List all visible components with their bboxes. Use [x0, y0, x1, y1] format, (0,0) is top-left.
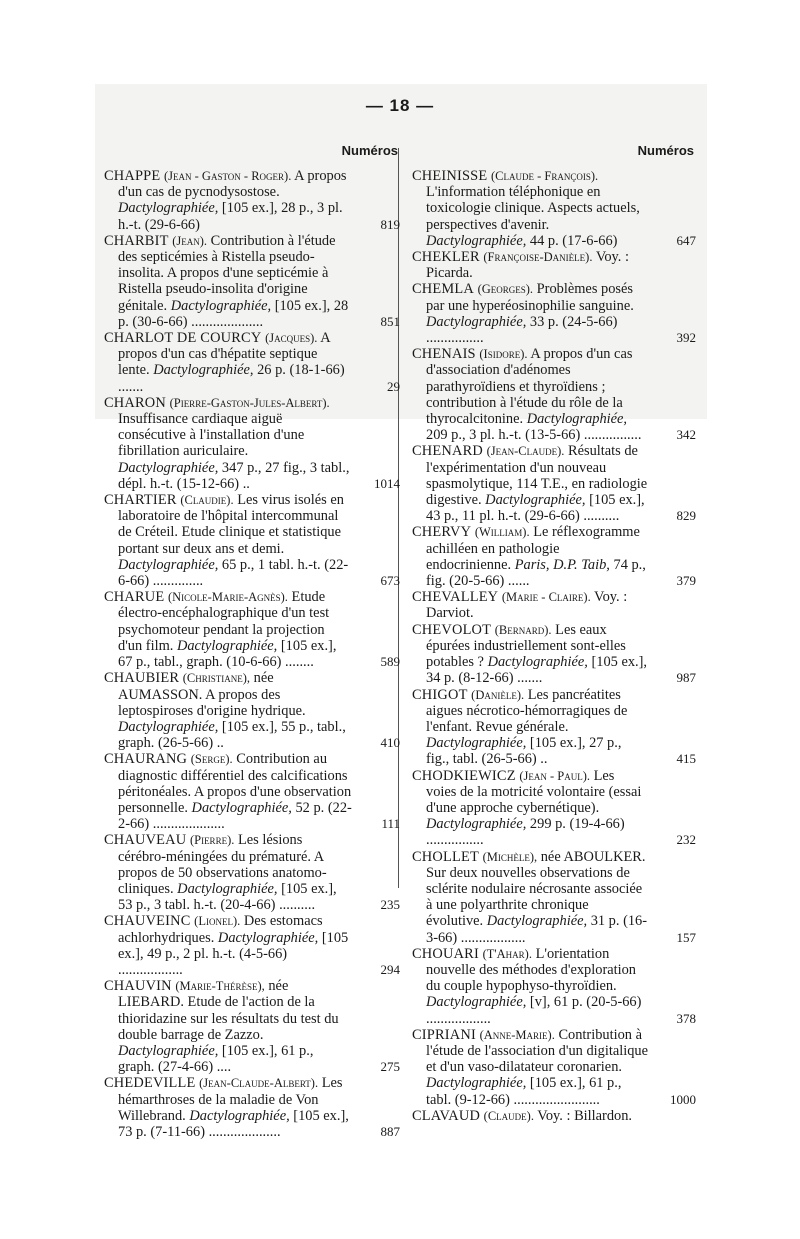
left-column-header: Numéros: [341, 143, 398, 158]
author-surname: CHEKLER: [412, 249, 480, 266]
entry-title: née LIEBARD. Etude de l'action de la thioridazine sur les résultats du test du double barrage de Zazzo.: [118, 978, 339, 1043]
entry-number: 887: [380, 1123, 400, 1139]
entry-number: 342: [676, 427, 696, 443]
entry-details: [105 ex.], 28 p., 3 pl. h.-t. (29-6-66): [118, 200, 343, 233]
bibliography-entry: [412, 768, 696, 849]
entry-details: [105 ex.], 49 p., 2 pl. h.-t. (4-5-66) ..................: [118, 929, 349, 978]
author-given-names: (William).: [474, 525, 530, 540]
author-given-names: (Claude).: [483, 1108, 534, 1123]
author-given-names: (Pierre-Gaston-Jules-Albert).: [169, 395, 330, 410]
entry-title: Les voies de la motricité volontaire (essai d'une approche cybernétique).: [426, 767, 642, 816]
author-surname: CHODKIEWICZ: [412, 767, 516, 784]
author-given-names: (T'Ahar).: [482, 946, 532, 961]
entry-number: 673: [380, 573, 400, 589]
entry-number: 294: [380, 961, 400, 977]
author-surname: CHEMLA: [412, 281, 474, 298]
bibliography-entry: [104, 1075, 400, 1140]
author-given-names: (Jean - Gaston - Roger).: [164, 169, 292, 183]
author-surname: CHENAIS: [412, 346, 476, 363]
entry-title: Voy. : Billardon.: [537, 1107, 633, 1124]
entry-title: née AUMASSON. A propos des leptospiroses d'origine hydrique.: [118, 670, 306, 719]
right-entry-list: [412, 168, 696, 1124]
entry-number: 647: [676, 232, 696, 248]
bibliography-entry: [412, 1027, 696, 1108]
publication-type: Dactylographiée,: [118, 718, 219, 735]
bibliography-entry: [104, 168, 400, 233]
left-column: [104, 143, 400, 1140]
author-surname: CHOLLET: [412, 848, 479, 865]
entry-details: [105 ex.], 28 p. (30-6-66) ....................: [118, 297, 349, 330]
bibliography-entry: [412, 622, 696, 687]
publication-type: Dactylographiée,: [426, 232, 527, 249]
author-surname: CHENARD: [412, 443, 483, 460]
bibliography-entry: [104, 395, 400, 492]
entry-details: 26 p. (18-1-66) .......: [118, 362, 345, 395]
bibliography-entry: [104, 751, 400, 832]
author-given-names: (Danièle).: [471, 687, 525, 702]
entry-details: [105 ex.], 27 p., fig., tabl. (26-5-66) ..: [426, 735, 622, 768]
author-surname: CLAVAUD: [412, 1107, 481, 1124]
entry-number: 851: [380, 313, 400, 329]
entry-details: [105 ex.], 61 p., graph. (27-4-66) ....: [118, 1042, 314, 1076]
publication-type: Paris, D.P. Taib,: [514, 556, 610, 573]
bibliography-entry: [412, 524, 696, 589]
author-given-names: (Christiane),: [182, 671, 251, 686]
author-surname: CHEVOLOT: [412, 621, 492, 638]
author-surname: CHERVY: [412, 524, 472, 541]
author-given-names: (Lionel).: [194, 914, 241, 929]
entry-number: 415: [676, 751, 696, 767]
entry-number: 819: [380, 216, 400, 232]
left-entry-list: [104, 168, 400, 1140]
bibliography-entry: [412, 849, 696, 946]
entry-number: 111: [381, 816, 400, 832]
entry-title: Les virus isolés en laboratoire de l'hôpital intercommunal de Créteil. Etude clinique et statistique portant sur deux ans et demi.: [118, 492, 344, 557]
publication-type: Dactylographiée,: [118, 200, 219, 217]
author-given-names: (Jean - Paul).: [519, 768, 591, 783]
publication-type: Dactylographiée,: [426, 313, 527, 330]
publication-type: Dactylographiée,: [176, 637, 278, 654]
author-surname: CHARUE: [104, 589, 165, 606]
author-surname: CHAUVIN: [104, 978, 172, 995]
publication-type: Dactylographiée,: [153, 362, 254, 379]
entry-number: 275: [380, 1059, 400, 1075]
author-given-names: (Marie - Claire).: [501, 590, 591, 605]
author-given-names: (Michèle),: [482, 849, 538, 864]
entry-details: [v], 61 p. (20-5-66) ..................: [426, 994, 642, 1027]
author-given-names: (Bernard).: [494, 622, 552, 637]
bibliography-entry: [412, 346, 696, 443]
publication-type: Dactylographiée,: [487, 654, 588, 671]
right-column-header: Numéros: [637, 143, 694, 158]
entry-details: 65 p., 1 tabl. h.-t. (22-6-66) ..............: [118, 556, 349, 590]
entry-number: 589: [380, 654, 400, 670]
author-given-names: (Georges).: [477, 282, 534, 297]
entry-number: 29: [387, 378, 400, 394]
bibliography-entry: [412, 249, 696, 281]
entry-title: Contribution au diagnostic différentiel des calcifications péritonéales. A propos d'une observation personnelle.: [118, 751, 352, 816]
bibliography-entry: [412, 1108, 696, 1124]
entry-details: [105 ex.], 67 p., tabl., graph. (10-6-66) ........: [118, 637, 337, 671]
bibliography-entry: [104, 832, 400, 913]
author-given-names: (Jacques).: [265, 331, 318, 346]
entry-details: [105 ex.], 61 p., tabl. (9-12-66) ........................: [426, 1075, 622, 1108]
author-surname: CHAPPE: [104, 168, 161, 184]
entry-number: 829: [676, 508, 696, 524]
author-given-names: (Marie-Thérèse),: [175, 979, 265, 994]
entry-details: [105 ex.], 34 p. (8-12-66) .......: [426, 654, 648, 687]
entry-title: L'orientation nouvelle des méthodes d'exploration du couple hypophyso-thyroïdien.: [426, 945, 637, 995]
bibliography-entry: [104, 978, 400, 1075]
entry-title: Etude électro-encéphalographique d'un test psychomoteur pendant la projection d'un film.: [118, 589, 330, 654]
entry-number: 232: [676, 832, 696, 848]
entry-details: [105 ex.], 55 p., tabl., graph. (26-5-66) ..: [118, 718, 346, 752]
publication-type: Dactylographiée,: [426, 735, 527, 752]
author-surname: CHAUBIER: [104, 670, 180, 687]
author-given-names: (Claude - François).: [490, 169, 599, 183]
entry-details: 33 p. (24-5-66) ................: [426, 313, 618, 347]
entry-number: 392: [676, 330, 696, 346]
entry-title: Le réflexogramme achilléen en pathologie endocrinienne.: [426, 524, 640, 573]
entry-number: 987: [676, 670, 696, 686]
bibliography-entry: [104, 670, 400, 751]
publication-type: Dactylographiée,: [170, 297, 272, 314]
author-given-names: (Nicole-Marie-Agnès).: [167, 590, 288, 605]
publication-type: Dactylographiée,: [189, 1107, 290, 1124]
entry-details: [105 ex.], 73 p. (7-11-66) ....................: [118, 1107, 349, 1140]
page-number: — 18 —: [365, 96, 435, 115]
right-column: [412, 143, 696, 1124]
entry-details: 52 p. (22-2-66) ....................: [118, 799, 352, 833]
bibliography-entry: [412, 443, 696, 524]
entry-number: 378: [676, 1010, 696, 1026]
publication-type: Dactylographiée,: [118, 556, 219, 573]
entry-title: née ABOULKER. Sur deux nouvelles observations de sclérite nodulaire nécrosante associée à une polyarthrite chronique évolutive.: [426, 848, 646, 930]
author-surname: CIPRIANI: [412, 1026, 476, 1043]
entry-title: Les pancréatites aigues nécrotico-hémorragiques de l'enfant. Revue générale.: [426, 686, 628, 735]
publication-type: Dactylographiée,: [118, 459, 219, 476]
entry-number: 1014: [374, 475, 400, 491]
entry-title: Les hémarthroses de la maladie de Von Willebrand.: [118, 1075, 343, 1124]
author-given-names: (Serge).: [190, 752, 233, 767]
publication-type: Dactylographiée,: [426, 816, 527, 833]
entry-title: Résultats de l'expérimentation d'un nouveau spasmolytique, 114 T.E., en radiologie digestive.: [426, 443, 648, 509]
bibliography-entry: [412, 281, 696, 346]
bibliography-entry: [104, 233, 400, 330]
entry-title: Les eaux épurées industriellement sont-elles potables ?: [426, 621, 626, 671]
author-given-names: (Isidore).: [479, 347, 528, 362]
bibliography-entry: [104, 492, 400, 589]
author-surname: CHEDEVILLE: [104, 1075, 196, 1092]
bibliography-entry: [104, 330, 400, 395]
author-given-names: (Jean-Claude).: [486, 444, 565, 459]
entry-details: 299 p. (19-4-66) ................: [426, 816, 625, 849]
bibliography-entry: [412, 687, 696, 768]
entry-details: 209 p., 3 pl. h.-t. (13-5-66) ................: [426, 427, 642, 444]
entry-details: 31 p. (16-3-66) ..................: [426, 913, 648, 946]
entry-details: [105 ex.], 53 p., 3 tabl. h.-t. (20-4-66) ..........: [118, 880, 337, 914]
publication-type: Dactylographiée,: [177, 880, 278, 897]
entry-title: Contribution à l'étude des septicémies à Ristella pseudo-insolita. A propos d'une septicémie à Ristella pseudo-insolita d'origine génitale.: [118, 232, 336, 314]
publication-type: Dactylographiée,: [486, 913, 588, 930]
publication-type: Dactylographiée,: [485, 492, 586, 509]
publication-type: Dactylographiée,: [426, 1075, 527, 1092]
entry-title: Problèmes posés par une hyperéosinophilie sanguine.: [426, 281, 634, 314]
author-given-names: (Anne-Marie).: [479, 1027, 555, 1042]
entry-number: 235: [380, 897, 400, 913]
entry-title: A propos d'un cas de pycnodysostose.: [118, 168, 347, 201]
entry-number: 410: [380, 735, 400, 751]
publication-type: Dactylographiée,: [526, 411, 628, 428]
entry-details: 74 p., fig. (20-5-66) ......: [426, 556, 646, 590]
publication-type: Dactylographiée,: [191, 799, 292, 816]
entry-title: Les lésions cérébro-méningées du prématuré. A propos de 50 observations anatomo-cliniques.: [118, 832, 327, 897]
entry-details: 44 p. (17-6-66): [529, 232, 618, 249]
author-given-names: (Jean).: [172, 233, 207, 248]
author-surname: CHARLOT DE COURCY: [104, 330, 262, 347]
bibliography-entry: [412, 589, 696, 621]
bibliography-entry: [412, 168, 696, 249]
bibliography-entry: [412, 946, 696, 1027]
publication-type: Dactylographiée,: [426, 994, 527, 1011]
author-given-names: (Claudie).: [180, 493, 234, 508]
author-surname: CHARON: [104, 394, 166, 411]
bibliography-entry: [104, 589, 400, 670]
publication-type: Dactylographiée,: [217, 929, 319, 946]
entry-title: L'information téléphonique en toxicologie clinique. Aspects actuels, perspectives d'avenir.: [426, 184, 640, 233]
author-surname: CHAUVEAU: [104, 832, 187, 849]
author-surname: CHIGOT: [412, 686, 468, 703]
entry-title: Des estomacs achlorhydriques.: [118, 913, 323, 946]
author-given-names: (Jean-Claude-Albert).: [199, 1076, 319, 1091]
entry-number: 157: [676, 929, 696, 945]
author-surname: CHOUARI: [412, 945, 479, 962]
author-given-names: (Françoise-Danièle).: [483, 250, 593, 265]
bibliography-entry: [104, 913, 400, 978]
entry-title: Contribution à l'étude de l'association d'un digitalique et d'un vaso-dilatateur coronarien.: [426, 1026, 648, 1076]
entry-details: [105 ex.], 43 p., 11 pl. h.-t. (29-6-66) ..........: [426, 492, 645, 525]
author-surname: CHAUVEINC: [104, 913, 191, 930]
author-given-names: (Pierre).: [189, 833, 235, 848]
entry-title: Voy. : Darviot.: [426, 589, 628, 622]
entry-title: Insuffisance cardiaque aiguë consécutive à l'installation d'une fibrillation auriculaire.: [118, 411, 305, 460]
author-surname: CHEVALLEY: [412, 589, 499, 606]
entry-details: 347 p., 27 fig., 3 tabl., dépl. h.-t. (15-12-66) ..: [118, 459, 350, 492]
author-surname: CHEINISSE: [412, 168, 488, 184]
author-surname: CHAURANG: [104, 751, 188, 768]
entry-title: A propos d'un cas d'association d'adénomes parathyroïdiens et thyroïdiens ; contribution à l'étude du rôle de la thyrocalcitonine.: [426, 346, 633, 428]
entry-title: A propos d'un cas d'hépatite septique lente.: [118, 330, 330, 379]
entry-number: 379: [676, 573, 696, 589]
entry-number: 1000: [670, 1091, 696, 1107]
entry-title: Voy. : Picarda.: [426, 249, 629, 282]
publication-type: Dactylographiée,: [118, 1042, 219, 1059]
author-surname: CHARTIER: [104, 492, 177, 509]
author-surname: CHARBIT: [104, 232, 169, 249]
